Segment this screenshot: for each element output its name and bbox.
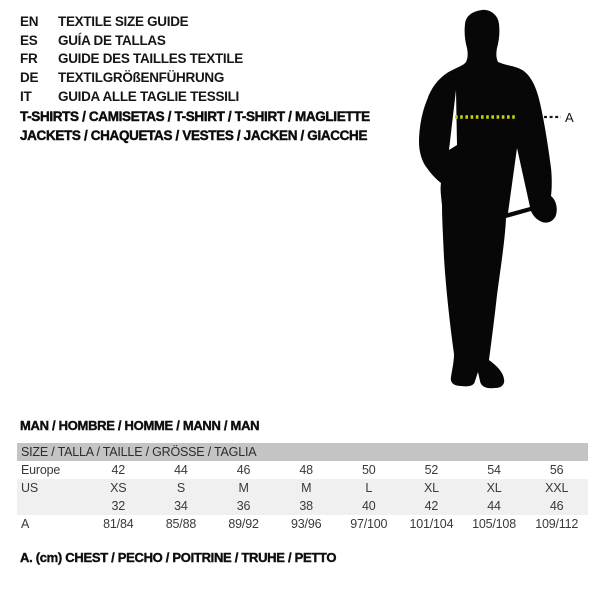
size-cell: 48 <box>299 463 313 477</box>
size-cell: 40 <box>362 499 376 513</box>
size-cell: 44 <box>174 463 188 477</box>
size-cell: 38 <box>299 499 313 513</box>
size-cell: L <box>365 481 373 495</box>
size-cell: 42 <box>111 463 126 477</box>
size-cell: 50 <box>362 463 376 477</box>
language-row-es <box>20 32 243 51</box>
man-silhouette <box>419 10 557 388</box>
size-cell: XL <box>486 481 502 495</box>
size-cell: 44 <box>487 499 501 513</box>
language-code: EN <box>20 14 39 29</box>
size-cell: 52 <box>424 463 439 477</box>
size-cell: XL <box>423 481 439 495</box>
language-label: TEXTILE SIZE GUIDE <box>58 14 189 29</box>
language-code: FR <box>20 51 38 67</box>
size-cell: 101/104 <box>409 517 454 531</box>
size-cell: 89/92 <box>228 517 259 531</box>
measure-label-a: A <box>565 110 574 125</box>
row-label: US <box>21 481 38 495</box>
product-category-lines <box>20 107 370 145</box>
language-list <box>20 13 243 107</box>
size-cell: M <box>301 481 312 495</box>
size-cell: S <box>176 481 185 495</box>
size-cell: 54 <box>487 463 501 477</box>
tshirts-line: T-SHIRTS / CAMISETAS / T-SHIRT / T-SHIRT / MAGLIETTE <box>20 109 370 124</box>
size-cell: 36 <box>236 499 251 513</box>
row-label: A <box>21 517 30 531</box>
language-label: GUIDE DES TAILLES TEXTILE <box>58 51 244 67</box>
language-row-de <box>20 69 243 88</box>
language-row-en <box>20 13 243 32</box>
language-row-fr <box>20 50 243 69</box>
size-cell: 56 <box>549 463 564 477</box>
language-code: ES <box>20 32 38 48</box>
language-label: GUÍA DE TALLAS <box>58 32 166 48</box>
size-cell: 32 <box>111 499 126 513</box>
measurement-figure <box>415 0 600 400</box>
language-label: TEXTILGRÖßENFÜHRUNG <box>58 70 225 86</box>
table-row-alt-size <box>17 497 588 515</box>
size-cell: 105/108 <box>472 517 516 531</box>
jackets-line: JACKETS / CHAQUETAS / VESTES / JACKEN / GIACCHE <box>20 128 368 143</box>
language-row-it <box>20 88 243 107</box>
language-code: IT <box>20 88 32 104</box>
row-label: Europe <box>21 463 61 477</box>
language-label: GUIDA ALLE TAGLIE TESSILI <box>58 88 239 104</box>
man-silhouette-figure <box>415 0 600 400</box>
size-cell: 109/112 <box>535 517 579 531</box>
row-label <box>17 497 87 515</box>
table-row-us <box>17 479 588 497</box>
size-cell: XS <box>110 481 127 495</box>
size-cell: XXL <box>545 481 569 495</box>
size-cell: 34 <box>174 499 188 513</box>
size-cell: 85/88 <box>165 517 197 531</box>
size-table-header: SIZE / TALLA / TAILLE / GRÖSSE / TAGLIA <box>17 443 588 461</box>
table-row-chest-a <box>17 515 588 533</box>
measurement-footnote: A. (cm) CHEST / PECHO / POITRINE / TRUHE / PETTO <box>20 550 337 565</box>
size-cell: 93/96 <box>291 517 322 531</box>
size-cell: 42 <box>424 499 439 513</box>
size-table <box>17 443 588 533</box>
size-cell: 81/84 <box>103 517 134 531</box>
size-cell: M <box>238 481 249 495</box>
size-cell: 97/100 <box>350 517 388 531</box>
language-code: DE <box>20 70 39 86</box>
section-title-man: MAN / HOMBRE / HOMME / MANN / MAN <box>20 418 260 433</box>
size-cell: 46 <box>549 499 564 513</box>
size-cell: 46 <box>236 463 251 477</box>
table-row-europe <box>17 461 588 479</box>
